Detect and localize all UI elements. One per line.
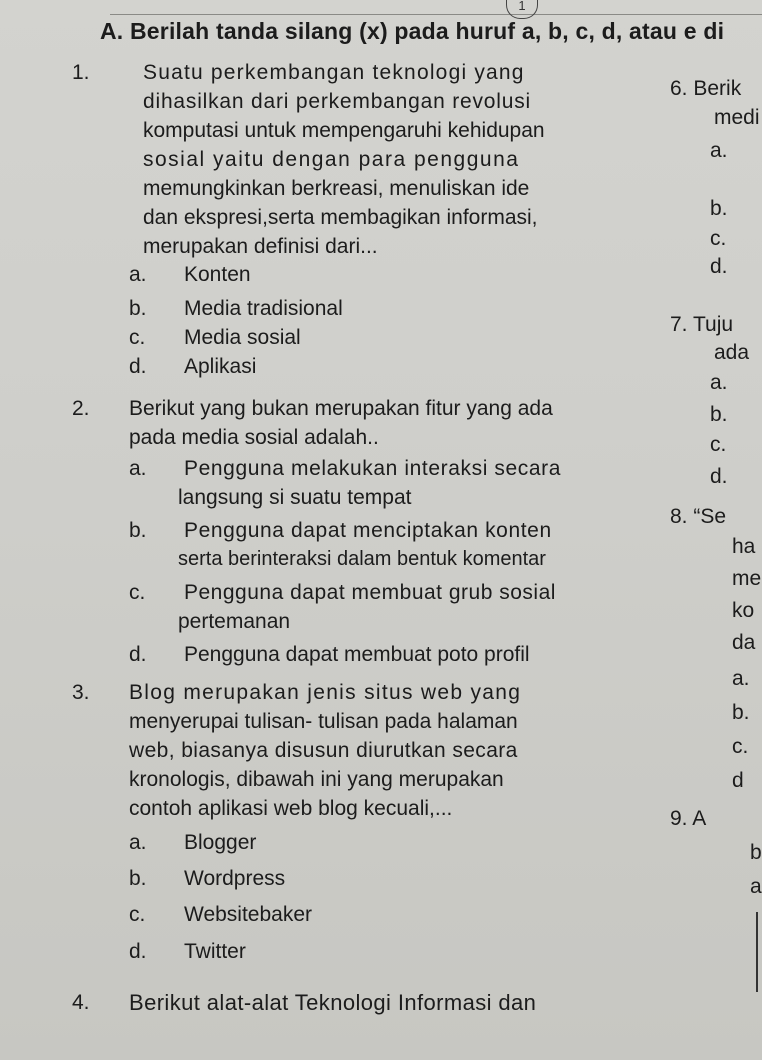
option-b-line: Pengguna dapat menciptakan konten [184, 519, 552, 542]
page-number: 1 [506, 0, 538, 19]
option-a-letter[interactable]: a. [129, 263, 147, 286]
question-number: 4. [72, 991, 90, 1014]
question-8-line: me [732, 567, 762, 590]
question-7-start: 7. Tuju [670, 313, 734, 336]
option-d-text: Twitter [184, 940, 246, 963]
question-line: web, biasanya disusun diurutkan secara [129, 739, 518, 762]
right-column-cropped [670, 74, 762, 1060]
option-a-text: Blogger [184, 831, 257, 854]
question-line: memungkinkan berkreasi, menuliskan ide [143, 177, 530, 200]
option-letter[interactable]: c. [732, 735, 749, 758]
option-a-letter[interactable]: a. [129, 457, 147, 480]
option-letter[interactable]: a. [732, 667, 750, 690]
question-line: pada media sosial adalah.. [129, 426, 379, 449]
option-a-text: Konten [184, 263, 251, 286]
option-letter[interactable]: b. [732, 701, 750, 724]
question-8-line: ko [732, 599, 755, 622]
question-9-line: a [750, 875, 762, 898]
option-b-line: serta berinteraksi dalam bentuk komentar [178, 548, 546, 570]
option-letter[interactable]: d. [710, 465, 728, 488]
option-d-line: Pengguna dapat membuat poto profil [184, 643, 530, 666]
option-letter[interactable]: b. [710, 403, 728, 426]
option-d-letter[interactable]: d. [129, 643, 147, 666]
option-letter[interactable]: c. [710, 227, 727, 250]
question-number: 3. [72, 681, 90, 704]
option-letter[interactable]: a. [710, 371, 728, 394]
option-c-letter[interactable]: c. [129, 903, 146, 926]
option-d-letter[interactable]: d. [129, 355, 147, 378]
option-a-line: Pengguna melakukan interaksi secara [184, 457, 562, 480]
question-9-line: b [750, 841, 762, 864]
option-c-text: Websitebaker [184, 903, 313, 926]
question-line: sosial yaitu dengan para pengguna [143, 148, 520, 171]
question-number: 2. [72, 397, 90, 420]
option-b-letter[interactable]: b. [129, 867, 147, 890]
option-letter[interactable]: d [732, 769, 744, 792]
question-line: merupakan definisi dari... [143, 235, 378, 258]
option-d-letter[interactable]: d. [129, 940, 147, 963]
option-letter[interactable]: c. [710, 433, 727, 456]
option-c-line: Pengguna dapat membuat grub sosial [184, 581, 556, 604]
question-line: komputasi untuk mempengaruhi kehidupan [143, 119, 545, 142]
question-6-start: 6. Berik [670, 77, 742, 100]
header-rule [110, 0, 762, 20]
option-d-text: Aplikasi [184, 355, 257, 378]
option-b-text: Media tradisional [184, 297, 343, 320]
question-line: Blog merupakan jenis situs web yang [129, 681, 522, 704]
question-8-start: 8. “Se [670, 505, 727, 528]
question-7-line: ada [714, 341, 750, 364]
question-9-start: 9. A [670, 807, 707, 830]
option-letter[interactable]: b. [710, 197, 728, 220]
question-line: dihasilkan dari perkembangan revolusi [143, 90, 531, 113]
option-c-letter[interactable]: c. [129, 326, 146, 349]
section-title: A. Berilah tanda silang (x) pada huruf a, b, c, d, atau e di [100, 18, 725, 44]
question-line: dan ekspresi,serta membagikan informasi, [143, 206, 538, 229]
question-8-line: ha [732, 535, 756, 558]
question-line: contoh aplikasi web blog kecuali,... [129, 797, 453, 820]
question-line: Suatu perkembangan teknologi yang [143, 61, 525, 84]
question-number: 1. [72, 61, 90, 84]
option-a-line: langsung si suatu tempat [178, 486, 412, 509]
question-line: menyerupai tulisan- tulisan pada halaman [129, 710, 518, 733]
option-c-letter[interactable]: c. [129, 581, 146, 604]
option-c-text: Media sosial [184, 326, 301, 349]
option-b-letter[interactable]: b. [129, 297, 147, 320]
question-line: Berikut alat-alat Teknologi Informasi dan [129, 990, 537, 1015]
option-c-line: pertemanan [178, 610, 291, 633]
header-line [110, 14, 762, 15]
option-letter[interactable]: a. [710, 139, 728, 162]
margin-mark [756, 912, 758, 992]
option-a-letter[interactable]: a. [129, 831, 147, 854]
option-letter[interactable]: d. [710, 255, 728, 278]
question-6-line: medi [714, 106, 760, 129]
question-8-line: da [732, 631, 756, 654]
question-line: Berikut yang bukan merupakan fitur yang ada [129, 397, 553, 420]
option-b-text: Wordpress [184, 867, 286, 890]
option-b-letter[interactable]: b. [129, 519, 147, 542]
question-line: kronologis, dibawah ini yang merupakan [129, 768, 504, 791]
